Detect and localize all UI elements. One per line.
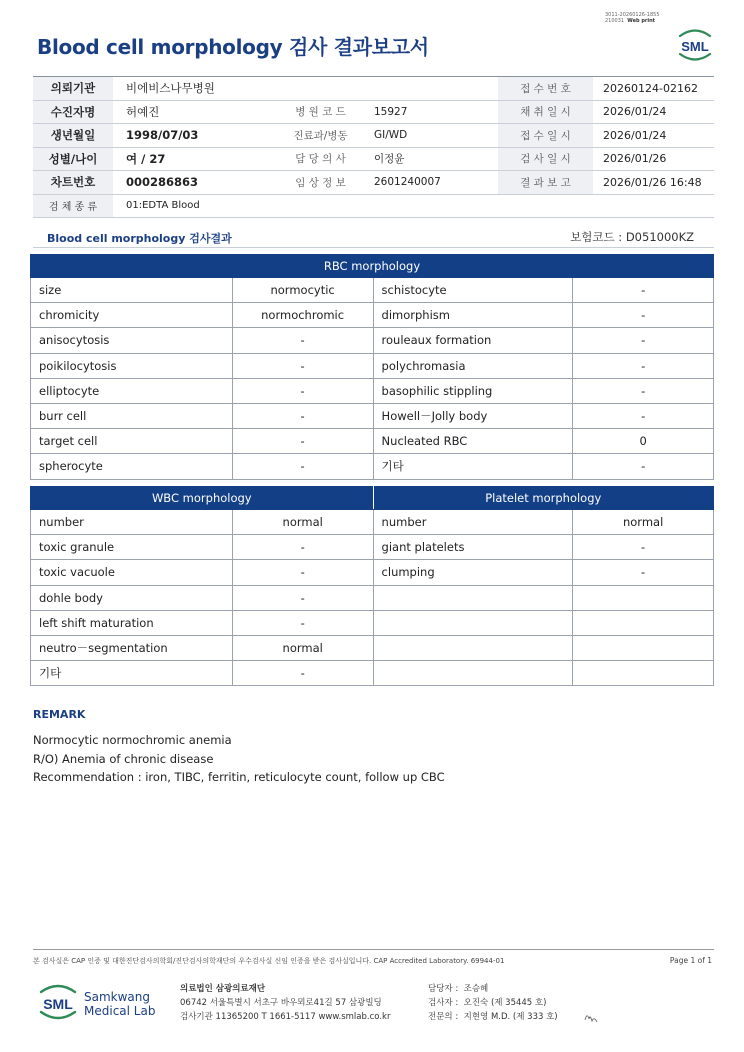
- staff-name: 오진숙 (제 35445 호): [463, 998, 547, 1008]
- rbc-result-cell: -: [232, 403, 373, 428]
- rbc-result-cell: -: [232, 378, 373, 403]
- staff-label: 전문의 :: [428, 1012, 459, 1022]
- label-specimen-type: 검 체 종 류: [33, 194, 113, 218]
- wbc-platelet-result-cell: -: [232, 560, 373, 585]
- label-report-date: 결 과 보 고: [498, 171, 593, 195]
- rbc-result-cell: -: [573, 378, 714, 403]
- value-specimen-type: 01:EDTA Blood: [113, 194, 714, 218]
- table-header-row: [31, 487, 714, 510]
- label-empty: [273, 77, 368, 101]
- rbc-result-cell: -: [573, 303, 714, 328]
- staff-name: 조승혜: [463, 984, 489, 994]
- table-row: [31, 535, 714, 560]
- label-sex-age: 성별/나이: [33, 147, 113, 171]
- staff-name: 지현영 M.D. (제 333 호): [463, 1012, 558, 1022]
- rbc-item-cell: poikilocytosis: [31, 353, 233, 378]
- rbc-result-cell: -: [232, 454, 373, 479]
- rbc-item-cell: dimorphism: [373, 303, 573, 328]
- logo-text: SML: [681, 39, 709, 54]
- certification-text: 본 검사실은 CAP 인증 및 대한진단검사의학회/진단검사의학재단의 우수검사실 신임 인증을 받은 검사실입니다. CAP Accredited Laboratory. 69944-01: [33, 957, 505, 965]
- rbc-item-cell: rouleaux formation: [373, 328, 573, 353]
- rbc-result-cell: -: [573, 278, 714, 303]
- rbc-result-cell: -: [573, 403, 714, 428]
- staff-label: 검사자 :: [428, 998, 459, 1008]
- rbc-result-cell: -: [573, 353, 714, 378]
- wbc-platelet-item-cell: 기타: [31, 661, 233, 686]
- rbc-item-cell: 기타: [373, 454, 573, 479]
- wbc-platelet-item-cell: neutro－segmentation: [31, 635, 233, 660]
- rbc-item-cell: Nucleated RBC: [373, 429, 573, 454]
- page-title: Blood cell morphology 검사 결과보고서: [37, 35, 429, 59]
- remark-title: REMARK: [33, 708, 86, 721]
- wbc-platelet-item-cell: number: [373, 510, 573, 535]
- value-patient-name: 허예진: [113, 100, 273, 124]
- value-physician: 이정윤: [368, 147, 498, 171]
- rbc-item-cell: polychromasia: [373, 353, 573, 378]
- wbc-platelet-item-cell: [373, 635, 573, 660]
- rbc-item-cell: elliptocyte: [31, 378, 233, 403]
- divider: [33, 247, 714, 248]
- report-code-line1: 3011-20260126-1855: [605, 12, 660, 18]
- wbc-platelet-table: [30, 486, 714, 686]
- rbc-result-cell: -: [573, 328, 714, 353]
- wbc-platelet-result-cell: -: [573, 535, 714, 560]
- wbc-platelet-result-cell: -: [232, 585, 373, 610]
- table-row: [31, 353, 714, 378]
- rbc-item-cell: Howell－Jolly body: [373, 403, 573, 428]
- patient-row: [33, 77, 714, 101]
- remark-line: R/O) Anemia of chronic disease: [33, 751, 214, 766]
- table-row: [31, 610, 714, 635]
- label-physician: 담 당 의 사: [273, 147, 368, 171]
- table-row: [31, 328, 714, 353]
- wbc-platelet-result-cell: normal: [232, 635, 373, 660]
- rbc-item-cell: size: [31, 278, 233, 303]
- value-accession-no: 20260124-02162: [593, 77, 714, 101]
- wbc-platelet-result-cell: -: [573, 560, 714, 585]
- rbc-item-cell: burr cell: [31, 403, 233, 428]
- label-hospital-code: 병 원 코 드: [273, 100, 368, 124]
- table-row: [31, 635, 714, 660]
- wbc-platelet-item-cell: dohle body: [31, 585, 233, 610]
- wbc-platelet-item-cell: toxic vacuole: [31, 560, 233, 585]
- rbc-item-cell: schistocyte: [373, 278, 573, 303]
- wbc-platelet-result-cell: [573, 635, 714, 660]
- wbc-platelet-item-cell: [373, 610, 573, 635]
- wbc-platelet-result-cell: -: [232, 610, 373, 635]
- value-collection-date: 2026/01/24: [593, 100, 714, 124]
- table-row: [31, 303, 714, 328]
- sml-bottom-logo-icon: [37, 982, 79, 1022]
- patient-row: [33, 194, 714, 218]
- table-row: [31, 560, 714, 585]
- platelet-header: Platelet morphology: [373, 487, 713, 510]
- foundation-address: 06742 서울특별시 서초구 바우뫼로41길 57 삼광빌딩: [180, 998, 382, 1008]
- value-birth-date: 1998/07/03: [113, 124, 273, 148]
- remark-line: Normocytic normochromic anemia: [33, 733, 232, 747]
- value-chart-no: 000286863: [113, 171, 273, 195]
- table-row: [31, 661, 714, 686]
- wbc-platelet-item-cell: left shift maturation: [31, 610, 233, 635]
- label-patient-name: 수진자명: [33, 100, 113, 124]
- rbc-result-cell: normochromic: [232, 303, 373, 328]
- rbc-result-cell: 0: [573, 429, 714, 454]
- rbc-item-cell: anisocytosis: [31, 328, 233, 353]
- label-test-date: 검 사 일 시: [498, 147, 593, 171]
- lab-name-line2: Medical Lab: [84, 1004, 156, 1018]
- rbc-item-cell: spherocyte: [31, 454, 233, 479]
- foundation-contact: 검사기관 11365200 T 1661-5117 www.smlab.co.kr: [180, 1012, 391, 1022]
- report-code: [605, 12, 660, 24]
- value-department: GI/WD: [368, 124, 498, 148]
- wbc-platelet-item-cell: clumping: [373, 560, 573, 585]
- wbc-platelet-item-cell: giant platelets: [373, 535, 573, 560]
- patient-row: [33, 147, 714, 171]
- remark-line: Recommendation : iron, TIBC, ferritin, reticulocyte count, follow up CBC: [33, 770, 445, 784]
- wbc-platelet-item-cell: number: [31, 510, 233, 535]
- value-empty: [368, 77, 498, 101]
- label-birth-date: 생년월일: [33, 124, 113, 148]
- patient-info-table: [33, 76, 714, 218]
- patient-row: [33, 100, 714, 124]
- rbc-header: RBC morphology: [31, 255, 714, 278]
- staff-info: [428, 982, 558, 1024]
- label-clinical-info: 임 상 정 보: [273, 171, 368, 195]
- rbc-result-cell: -: [232, 429, 373, 454]
- wbc-platelet-result-cell: [573, 585, 714, 610]
- table-row: [31, 454, 714, 479]
- insurance-code: 보험코드 : D051000KZ: [570, 230, 694, 244]
- lab-name-line1: Samkwang: [84, 990, 150, 1004]
- label-chart-no: 차트번호: [33, 171, 113, 195]
- label-received-date: 접 수 일 시: [498, 124, 593, 148]
- table-header-row: [31, 255, 714, 278]
- table-row: [31, 510, 714, 535]
- wbc-platelet-result-cell: [573, 661, 714, 686]
- rbc-item-cell: target cell: [31, 429, 233, 454]
- wbc-platelet-result-cell: normal: [232, 510, 373, 535]
- table-row: [31, 278, 714, 303]
- foundation-info: [180, 982, 390, 1024]
- remark-text: [33, 731, 445, 787]
- patient-row: [33, 171, 714, 195]
- table-row: [31, 378, 714, 403]
- value-received-date: 2026/01/24: [593, 124, 714, 148]
- table-row: [31, 429, 714, 454]
- footer-divider: [33, 949, 714, 950]
- value-sex-age: 여 / 27: [113, 147, 273, 171]
- label-requesting-org: 의뢰기관: [33, 77, 113, 101]
- web-print-label: Web print: [627, 18, 656, 24]
- wbc-header: WBC morphology: [31, 487, 374, 510]
- wbc-platelet-result-cell: -: [232, 535, 373, 560]
- logo-text: SML: [43, 996, 73, 1012]
- value-requesting-org: 비에비스나무병원: [113, 77, 273, 101]
- value-hospital-code: 15927: [368, 100, 498, 124]
- label-department: 진료과/병동: [273, 124, 368, 148]
- wbc-platelet-result-cell: [573, 610, 714, 635]
- rbc-result-cell: -: [232, 353, 373, 378]
- wbc-platelet-result-cell: -: [232, 661, 373, 686]
- rbc-result-cell: -: [573, 454, 714, 479]
- report-code-num: 210031: [605, 18, 625, 24]
- rbc-item-cell: basophilic stippling: [373, 378, 573, 403]
- table-row: [31, 585, 714, 610]
- wbc-platelet-item-cell: [373, 585, 573, 610]
- wbc-platelet-item-cell: toxic granule: [31, 535, 233, 560]
- foundation-name: 의료법인 삼광의료재단: [180, 984, 266, 994]
- value-clinical-info: 2601240007: [368, 171, 498, 195]
- wbc-platelet-item-cell: [373, 661, 573, 686]
- value-report-date: 2026/01/26 16:48: [593, 171, 714, 195]
- wbc-platelet-result-cell: normal: [573, 510, 714, 535]
- signature-icon: [583, 1010, 599, 1024]
- staff-label: 담당자 :: [428, 984, 459, 994]
- label-collection-date: 채 취 일 시: [498, 100, 593, 124]
- lab-name: [84, 990, 155, 1018]
- results-title: Blood cell morphology 검사결과: [47, 232, 232, 245]
- page-number: Page 1 of 1: [669, 956, 712, 965]
- label-accession-no: 접 수 번 호: [498, 77, 593, 101]
- patient-row: [33, 124, 714, 148]
- rbc-result-cell: -: [232, 328, 373, 353]
- rbc-morphology-table: [30, 254, 714, 480]
- sml-logo-icon: [676, 27, 714, 63]
- value-test-date: 2026/01/26: [593, 147, 714, 171]
- table-row: [31, 403, 714, 428]
- rbc-item-cell: chromicity: [31, 303, 233, 328]
- rbc-result-cell: normocytic: [232, 278, 373, 303]
